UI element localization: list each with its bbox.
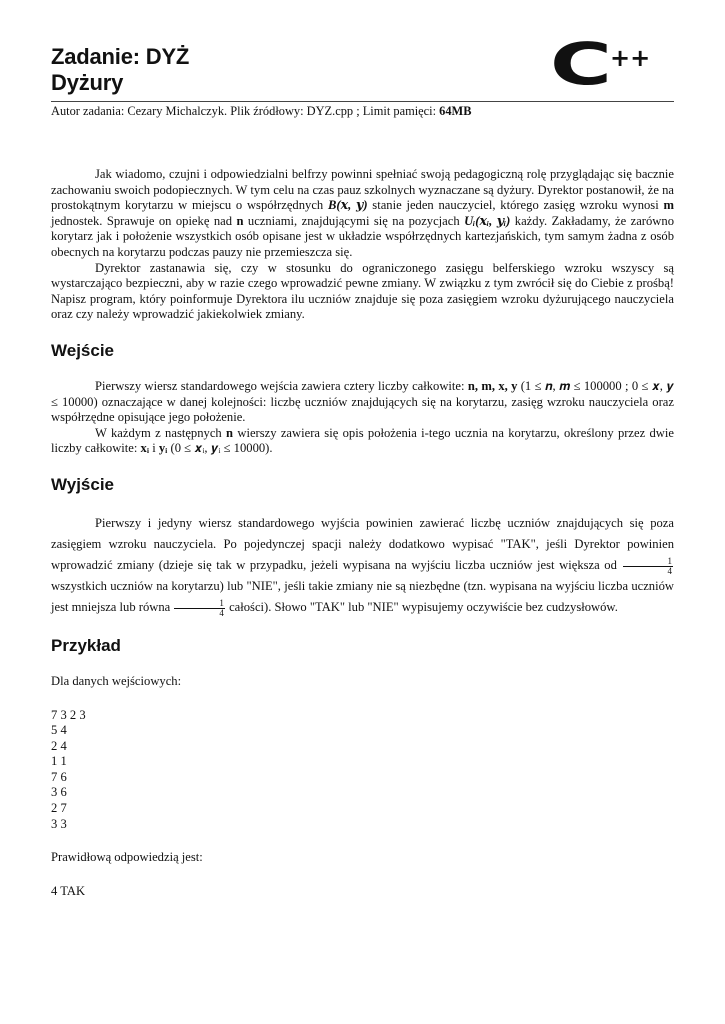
logo-plus: ++ — [610, 44, 651, 72]
fraction-quarter-2: $\frac{1}{4}$ — [174, 599, 225, 618]
example-section — [51, 674, 674, 900]
example-input-line: 5 4 — [51, 723, 67, 738]
example-input-label: Dla danych wejściowych: — [51, 673, 182, 688]
cpp-logo-icon — [548, 38, 660, 88]
meta-info: Autor zadania: Cezary Michalczyk. Plik źródłowy: DYZ.cpp ; Limit pamięci: — [51, 104, 440, 118]
example-input-line: 2 4 — [51, 738, 67, 753]
input-paragraph-2: W każdym z następnych n wierszy zawiera się opis położenia i-tego ucznia na korytarzu, określony przez dwie liczby całkowite: xᵢ i yᵢ (0 ≤ 𝒙ᵢ, 𝒚ᵢ ≤ 10000). — [51, 425, 674, 456]
example-output-line: 4 TAK — [51, 883, 86, 898]
statement-paragraph-2: Dyrektor zastanawia się, czy w stosunku do ograniczonego zasięgu belferskiego wzroku wszyscy są wystarczająco bezpieczni, aby w razie czego wprowadzić pewne zmiany. W związku z tym zwrócił się do Ciebie z prośbą! Napisz program, który poinformuje Dyrektora ilu uczniów znajduje się poza zasięgiem wzroku dyżurującego nauczyciela oraz czy należy wprowadzić jakiekolwiek zmiany. — [51, 260, 674, 322]
example-input-line: 2 7 — [51, 801, 67, 816]
logo-letter: C — [550, 38, 612, 88]
task-page — [51, 38, 674, 899]
example-heading: Przykład — [51, 635, 121, 655]
input-heading: Wejście — [51, 340, 115, 360]
statement-paragraph-1: Jak wiadomo, czujni i odpowiedzialni belfrzy powinni spełniać swoją pedagogiczną rolę przyglądając się bacznie zachowaniu swoich podopiecznych. W tym celu na czas pauz szkolnych wyznaczane są dyżury. Dyrektor postanowił, że na prostokątnym korytarzu w miejscu o współrzędnych B(𝒙, 𝒚) stanie jeden nauczyciel, którego zasięg wzroku wynosi m jednostek. Sprawuje on opiekę nad n uczniami, znajdującymi się na pozycjach Uᵢ(𝒙ᵢ, 𝒚ᵢ) każdy. Zakładamy, że zarówno korytarz jak i położenie wszystkich osób opisane jest w układzie współrzędnych kartezjańskich, tym samym żadna z osób obecnych na korytarzu podczas pauzy nie przemieszcza się. — [51, 167, 674, 259]
example-input-line: 7 3 2 3 — [51, 707, 86, 722]
example-input-line: 3 3 — [51, 816, 67, 831]
task-code-title: Zadanie: DYŻ — [51, 44, 190, 69]
task-meta — [51, 103, 674, 119]
input-paragraph-1: Pierwszy wiersz standardowego wejścia zawiera cztery liczby całkowite: n, m, x, y (1 ≤ 𝒏, 𝒎 ≤ 100000 ; 0 ≤ 𝒙, 𝒚 ≤ 10000) oznaczające w danej kolejności: liczbę uczniów znajdujących się na korytarzu, zasięg wzroku nauczyciela oraz współrzędne opisujące jego położenie. — [51, 378, 674, 425]
output-paragraph: Pierwszy i jedyny wiersz standardowego wyjścia powinien zawierać liczbę uczniów znajdujących się poza zasięgiem wzroku nauczyciela. Po pojedynczej spacji należy dodatkowo wypisać "TAK", jeśli Dyrektor powinien wprowadzić zmiany (dzieje się tak w przypadku, jeżeli wypisana na wyjściu liczba uczniów jest większa od $\frac{1}{4}$ wszystkich uczniów na korytarzu) lub "NIE", jeśli takie zmiany nie są niezbędne (tzn. wypisana na wyjściu liczba uczniów jest mniejsza lub równa $\frac{1}{4}$ całości). Słowo "TAK" lub "NIE" wypisujemy oczywiście bez cudzysłowów. — [51, 515, 674, 618]
example-input-line: 3 6 — [51, 785, 67, 800]
example-input-line: 1 1 — [51, 754, 67, 769]
output-section — [51, 513, 674, 618]
statement-section — [51, 167, 674, 323]
example-input-block — [51, 708, 674, 833]
output-heading: Wyjście — [51, 474, 115, 494]
fraction-quarter-1: $\frac{1}{4}$ — [623, 557, 674, 576]
example-input-line: 7 6 — [51, 769, 67, 784]
input-section — [51, 379, 674, 457]
memory-limit: 64MB — [439, 104, 472, 118]
example-output-block — [51, 884, 674, 900]
task-header — [51, 38, 674, 102]
example-output-label: Prawidłową odpowiedzią jest: — [51, 850, 203, 865]
task-name-title: Dyżury — [51, 70, 124, 95]
